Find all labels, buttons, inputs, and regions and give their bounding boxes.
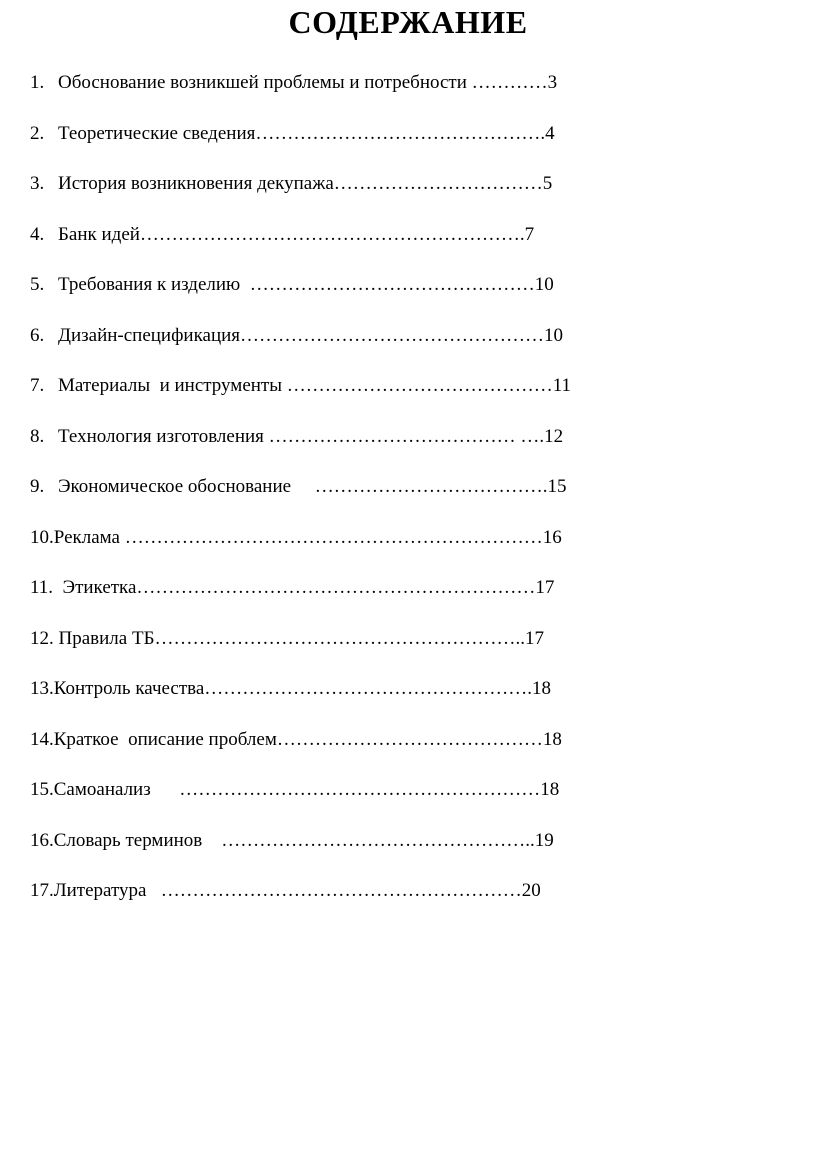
toc-entry-text: Технология изготовления ………………………………… ….12 <box>58 425 564 447</box>
toc-entry <box>30 210 790 261</box>
toc-entry <box>30 866 790 917</box>
page-title: СОДЕРЖАНИЕ <box>288 4 528 40</box>
toc-entry-text: 10.Реклама …………………………………………………………16 <box>30 526 562 548</box>
toc-entry-text: Обоснование возникшей проблемы и потребности …………3 <box>58 72 558 94</box>
toc-entry-number: 7. <box>30 375 45 397</box>
toc-entry-number: 5. <box>30 274 45 296</box>
toc-entry-number: 3. <box>30 173 45 195</box>
toc-entry <box>30 58 790 109</box>
toc-entry-text: 16.Словарь терминов …………………………………………..19 <box>30 829 554 851</box>
toc-entry <box>30 462 790 513</box>
toc-entry-text: Банк идей…………………………………………………….7 <box>58 223 535 245</box>
toc-entry-text: Дизайн-спецификация…………………………………………10 <box>58 324 564 346</box>
toc-entry-number: 2. <box>30 122 45 144</box>
toc-entry <box>30 513 790 564</box>
toc-entry-text: 17.Литература …………………………………………………20 <box>30 880 541 902</box>
toc-entry-text: 15.Самоанализ …………………………………………………18 <box>30 779 560 801</box>
toc-entry <box>30 412 790 463</box>
toc-entry-number: 1. <box>30 72 45 94</box>
toc-entry-text: 13.Контроль качества…………………………………………….18 <box>30 678 552 700</box>
toc-entry-text: Теоретические сведения……………………………………….4 <box>58 122 555 144</box>
table-of-contents <box>30 58 790 917</box>
toc-entry-text: Экономическое обоснование ……………………………….15 <box>58 476 567 498</box>
toc-entry <box>30 109 790 160</box>
toc-entry-number: 8. <box>30 425 45 447</box>
toc-entry-text: Требования к изделию ………………………………………10 <box>58 274 554 296</box>
toc-entry-text: 12. Правила ТБ…………………………………………………..17 <box>30 627 544 649</box>
toc-entry-text: 11. Этикетка………………………………………………………17 <box>30 577 555 599</box>
toc-entry <box>30 159 790 210</box>
toc-entry <box>30 715 790 766</box>
toc-entry-number: 6. <box>30 324 45 346</box>
toc-entry <box>30 311 790 362</box>
toc-entry <box>30 765 790 816</box>
toc-entry <box>30 563 790 614</box>
toc-entry-text: 14.Краткое описание проблем……………………………………18 <box>30 728 562 750</box>
toc-entry <box>30 816 790 867</box>
toc-entry-text: История возникновения декупажа……………………………5 <box>58 173 553 195</box>
toc-entry <box>30 664 790 715</box>
toc-entry <box>30 361 790 412</box>
toc-entry <box>30 614 790 665</box>
toc-entry <box>30 260 790 311</box>
toc-entry-number: 4. <box>30 223 45 245</box>
toc-entry-number: 9. <box>30 476 45 498</box>
toc-entry-text: Материалы и инструменты ……………………………………11 <box>58 375 572 397</box>
